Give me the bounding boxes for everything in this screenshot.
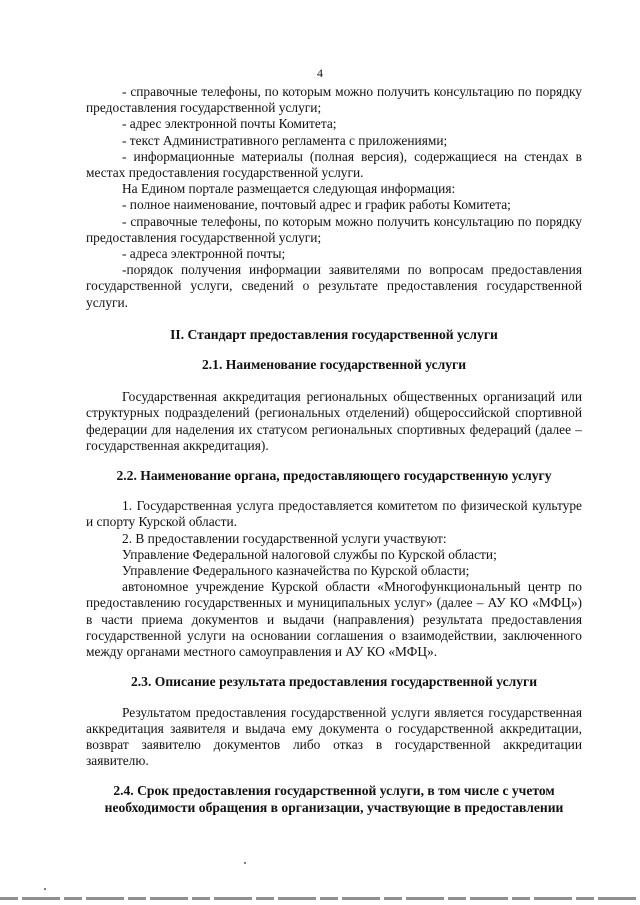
- scan-speck: [244, 862, 246, 864]
- paragraph: автономное учреждение Курской области «Многофункциональный центр по предоставлению государственных и муниципальных услуг» (далее – АУ КО «МФЦ») в части приема документов и выдачи (направления) результата предоставления государственной услуги на основании соглашения о взаимодействии, заключенного между органами местного самоуправления и АУ КО «МФЦ».: [86, 579, 582, 660]
- portal-intro: На Едином портале размещается следующая информация:: [122, 181, 456, 197]
- list-item: - текст Административного регламента с приложениями;: [122, 132, 448, 148]
- paragraph: Управление Федеральной налоговой службы по Курской области;: [122, 546, 497, 562]
- paragraph: Результатом предоставления государственной услуги является государственная аккредитация заявителя и выдача ему документа о государственной аккредитации, возврат заявителю документов либо отказ в государственной аккредитации заявителю.: [86, 704, 582, 769]
- paragraph: 1. Государственная услуга предоставляется комитетом по физической культуре и спорту Курской области.: [86, 498, 582, 530]
- list-item: - справочные телефоны, по которым можно получить консультацию по порядку предоставления государственной услуги;: [86, 213, 582, 245]
- page-number: 4: [317, 66, 323, 80]
- list-item: - адреса электронной почты;: [122, 246, 286, 262]
- document-body: [86, 84, 582, 816]
- subsection-title: 2.3. Описание результата предоставления государственной услуги: [130, 674, 538, 690]
- list-item: - адрес электронной почты Комитета;: [122, 116, 337, 132]
- subsection-title-line: 2.4. Срок предоставления государственной услуги, в том числе с учетом: [113, 783, 555, 799]
- list-item: - информационные материалы (полная версия), содержащиеся на стендах в местах предоставления государственной услуги.: [86, 148, 582, 181]
- list-item: - справочные телефоны, по которым можно получить консультацию по порядку предоставления государственной услуги;: [86, 84, 582, 116]
- subsection-title: 2.1. Наименование государственной услуги: [201, 357, 467, 373]
- subsection-title: 2.2. Наименование органа, предоставляющего государственную услугу: [116, 468, 552, 484]
- paragraph: Управление Федерального казначейства по Курской области;: [122, 563, 470, 579]
- list-item: - полное наименование, почтовый адрес и график работы Комитета;: [122, 197, 511, 213]
- section-title: II. Стандарт предоставления государственной услуги: [170, 326, 498, 342]
- subsection-title-line: необходимости обращения в организации, участвующие в предоставлении: [104, 799, 564, 815]
- scan-speck: [44, 888, 46, 890]
- paragraph: 2. В предоставлении государственной услуги участвуют:: [122, 530, 447, 546]
- scan-edge-artifact: [0, 897, 640, 900]
- list-item: -порядок получения информации заявителями по вопросам предоставления государственной услуги, сведений о результате предоставления государственной услуги.: [86, 262, 582, 310]
- paragraph: Государственная аккредитация региональных общественных организаций или структурных подразделений (региональных отделений) общероссийской спортивной федерации для наделения их статусом региональных спортивных федераций (далее – государственная аккредитация).: [86, 389, 582, 453]
